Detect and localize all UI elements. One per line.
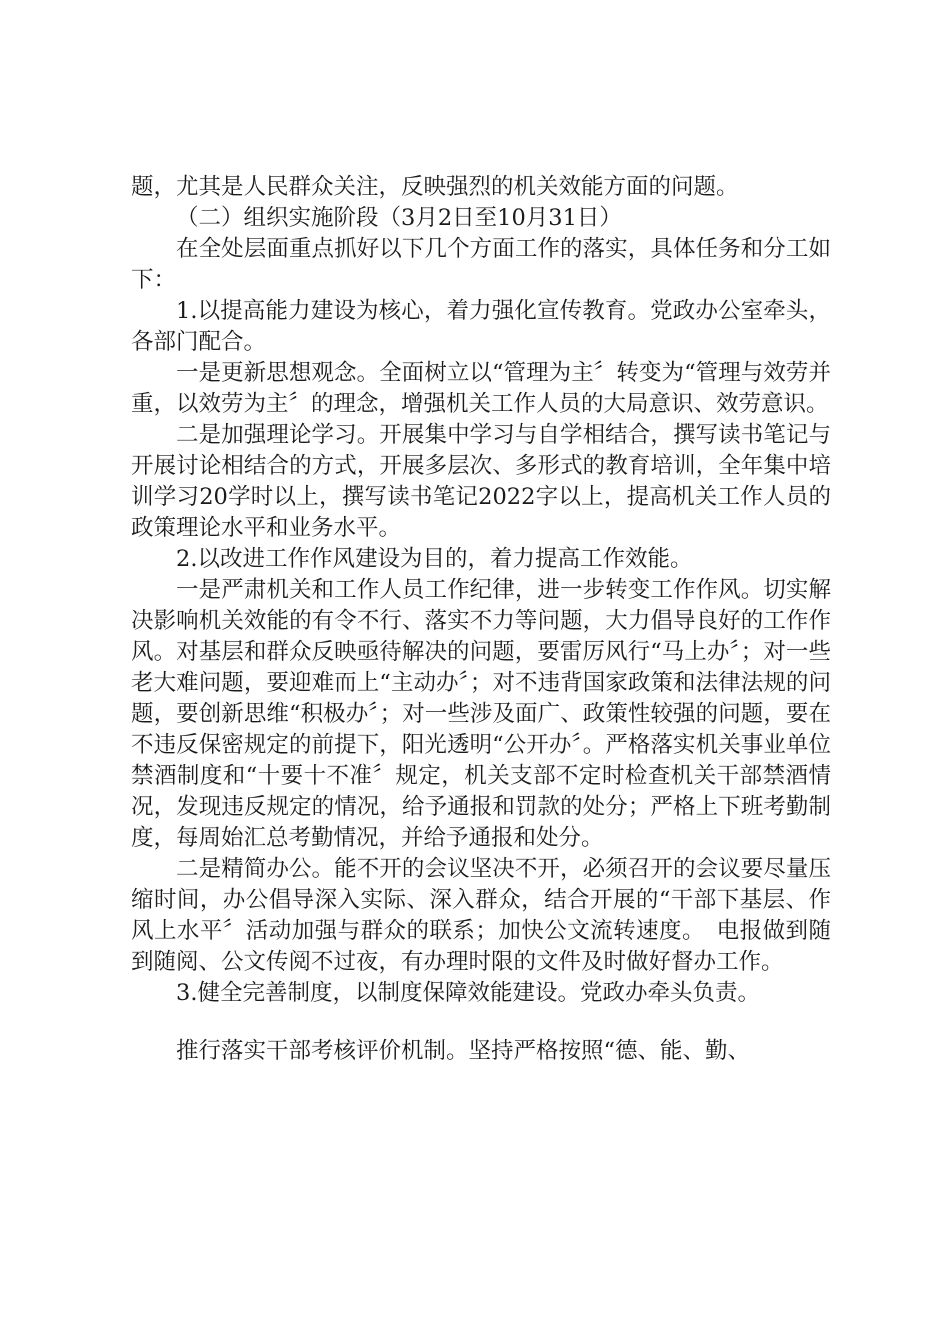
item-heading-1: 1.以提高能力建设为核心，着力强化宣传教育。党政办公室牵头，各部门配合。: [131, 298, 831, 355]
item-heading-2: 2.以改进工作作风建设为目的，着力提高工作效能。: [176, 546, 693, 572]
paragraph-continuation: 题，尤其是人民群众关注，反映强烈的机关效能方面的问题。: [131, 174, 739, 200]
document-body: [131, 172, 831, 1067]
paragraph-work-discipline: 一是严肃机关和工作人员工作纪律，进一步转变工作作风。切实解决影响机关效能的有令不行、落实不力等问题，大力倡导良好的工作作风。对基层和群众反映亟待解决的问题，要雷厉风行“马上办〞；对一些老大难问题，要迎难而上“主动办〞；对不违背国家政策和法律法规的问题，要创新思维“积极办〞；对一些涉及面广、政策性较强的问题，要在不违反保密规定的前提下，阳光透明“公开办〞。严格落实机关事业单位禁酒制度和“十要十不准〞规定，机关支部不定时检查机关干部禁酒情况，发现违反规定的情况，给予通报和罚款的处分；严格上下班考勤制度，每周始汇总考勤情况，并给予通报和处分。: [131, 577, 831, 851]
paragraph-intro: 在全处层面重点抓好以下几个方面工作的落实，具体任务和分工如下：: [131, 236, 831, 293]
item-heading-3: 3.健全完善制度，以制度保障效能建设。党政办牵头负责。: [176, 980, 760, 1006]
paragraph-update-thinking: 一是更新思想观念。全面树立以“管理为主〞转变为“管理与效劳并重，以效劳为主〞的理念，增强机关工作人员的大局意识、效劳意识。: [131, 360, 831, 417]
paragraph-theory-study: 二是加强理论学习。开展集中学习与自学相结合，撰写读书笔记与开展讨论相结合的方式，开展多层次、多形式的教育培训，全年集中培训学习20学时以上，撰写读书笔记2022字以上，提高机关工作人员的政策理论水平和业务水平。: [131, 422, 831, 541]
paragraph-evaluation-mechanism: 推行落实干部考核评价机制。坚持严格按照“德、能、勤、: [176, 1038, 751, 1064]
paragraph-streamline-office: 二是精简办公。能不开的会议坚决不开，必须召开的会议要尽量压缩时间，办公倡导深入实际、深入群众，结合开展的“干部下基层、作风上水平〞活动加强与群众的联系；加快公文流转速度。 电报做到随到随阅、公文传阅不过夜，有办理时限的文件及时做好督办工作。: [131, 856, 831, 975]
section-heading-implementation-stage: （二）组织实施阶段（3月2日至10月31日）: [176, 205, 622, 231]
